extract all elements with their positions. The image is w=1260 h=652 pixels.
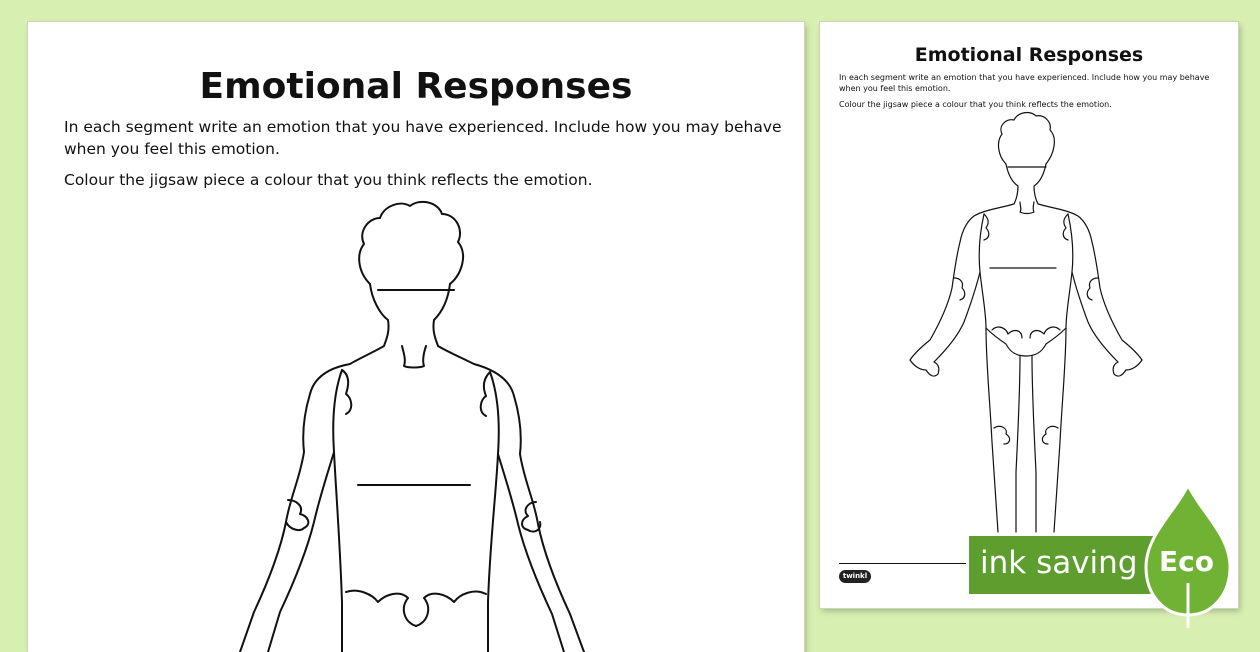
worksheet-title-small: Emotional Responses [914, 44, 1144, 66]
eco-drop-label: Eco [1159, 545, 1214, 578]
instruction-text-2: Colour the jigsaw piece a colour that you think reflects the emotion. [64, 171, 593, 189]
instruction-text-1-small: In each segment write an emotion that you have experienced. Include how you may behave when you feel this emotion. [839, 73, 1210, 93]
eco-ink-saving-badge [966, 483, 1246, 628]
worksheet-title: Emotional Responses [199, 66, 633, 107]
instruction-text-2-small: Colour the jigsaw piece a colour that you think reflects the emotion. [839, 100, 1112, 109]
eco-banner-label: ink saving [980, 545, 1138, 581]
worksheet-preview-large [28, 22, 804, 652]
instruction-text-1: In each segment write an emotion that you have experienced. Include how you may behave when you feel this emotion. [64, 118, 782, 158]
brand-logo: twinkl [839, 570, 871, 583]
body-outline-jigsaw [28, 22, 804, 652]
